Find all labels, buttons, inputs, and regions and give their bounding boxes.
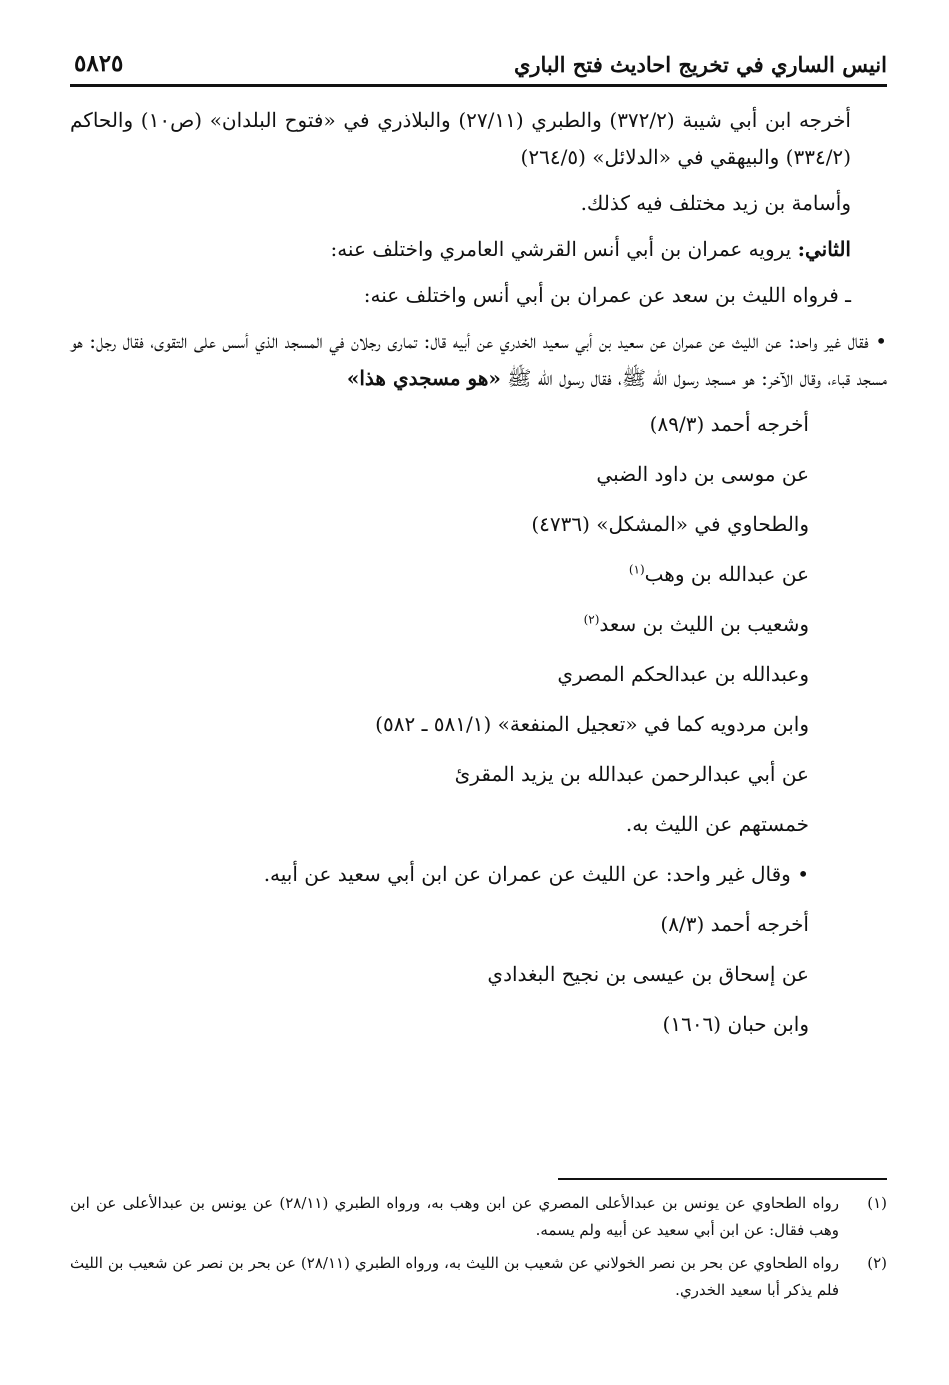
second-text: يرويه عمران بن أبي أنس القرشي العامري واختلف عنه: <box>330 237 798 261</box>
hadith-quote: «هو مسجدي هذا» <box>346 366 501 390</box>
chain-line-1: أخرجه أحمد (٨٩/٣) <box>649 412 809 436</box>
chain-line-13: وابن حبان (١٦٠٦) <box>662 1012 809 1036</box>
chain-line-8: عن أبي عبدالرحمن عبدالله بن يزيد المقرئ <box>454 762 809 786</box>
paragraph-layth: ـ فرواه الليث بن سعد عن عمران بن أبي أنس واختلف عنه: <box>363 283 851 307</box>
running-title: انيس الساري في تخريج احاديث فتح الباري <box>513 52 887 77</box>
main-text <box>70 102 887 1049</box>
chain-line-11: أخرجه أحمد (٨/٣) <box>660 912 809 936</box>
footnotes <box>70 1190 887 1310</box>
chain-line-4 <box>70 549 887 599</box>
chain-list <box>70 399 887 1049</box>
running-header <box>70 50 887 90</box>
chain-line-5 <box>70 599 887 649</box>
chain-line-7: وابن مردويه كما في «تعجيل المنفعة» (٥٨١/١ ـ ٥٨٢) <box>375 712 809 736</box>
page-number: ٥٨٢٥ <box>74 50 124 77</box>
paragraph-usama: وأسامة بن زيد مختلف فيه كذلك. <box>580 191 851 215</box>
footnote-2 <box>70 1250 887 1304</box>
footnote-2-text: رواه الطحاوي عن بحر بن نصر الخولاني عن شعيب بن الليث به، ورواه الطبري (٢٨/١١) عن بحر بن نصر عن شعيب بن الليث فلم يذكر أبا سعيد الخدري. <box>70 1254 839 1299</box>
chain-line-3: والطحاوي في «المشكل» (٤٧٣٦) <box>531 512 809 536</box>
footnote-ref-1[interactable]: (١) <box>628 562 645 577</box>
chain-line-2: عن موسى بن داود الضبي <box>596 462 809 486</box>
chain-line-6: وعبدالله بن عبدالحكم المصري <box>557 662 809 686</box>
second-label: الثاني: <box>797 237 851 261</box>
hadith-text: • فقال غير واحد: عن الليث عن عمران عن سعيد بن أبي سعيد الخدري عن أبيه قال: تمارى رجلان في المسجد الذي أسس على التقوى، فقال رجل: هو مسجد قباء، وقال الآخر: هو مسجد رسول الله ﷺ، فقال رسول الله ﷺ <box>70 329 887 390</box>
footnote-1 <box>70 1190 887 1244</box>
footnote-1-number: (١) <box>867 1194 887 1212</box>
footnote-ref-2[interactable]: (٢) <box>583 612 600 627</box>
chain-line-5-text: وشعيب بن الليث بن سعد <box>599 612 809 636</box>
paragraph-takhrij-1: أخرجه ابن أبي شيبة (٣٧٢/٢) والطبري (٢٧/١١) والبلاذري في «فتوح البلدان» (ص١٠) والحاكم (٣٣٤/٢) والبيهقي في «الدلائل» (٢٦٤/٥) <box>70 108 851 169</box>
chain-line-9: خمستهم عن الليث به. <box>625 812 809 836</box>
paragraph-hadith <box>70 323 887 397</box>
footnote-separator <box>558 1178 887 1180</box>
header-rule <box>70 84 887 87</box>
footnote-1-text: رواه الطحاوي عن يونس بن عبدالأعلى المصري عن ابن وهب به، ورواه الطبري (٢٨/١١) عن يونس بن عبدالأعلى عن ابن وهب فقال: عن ابن أبي سعيد عن أبيه ولم يسمه. <box>70 1194 839 1239</box>
chain-line-4-text: عن عبدالله بن وهب <box>644 562 809 586</box>
chain-line-10: • وقال غير واحد: عن الليث عن عمران عن ابن أبي سعيد عن أبيه. <box>263 862 809 886</box>
footnote-2-number: (٢) <box>867 1254 887 1272</box>
chain-line-12: عن إسحاق بن عيسى بن نجيح البغدادي <box>487 962 809 986</box>
paragraph-second-chain <box>70 231 887 268</box>
